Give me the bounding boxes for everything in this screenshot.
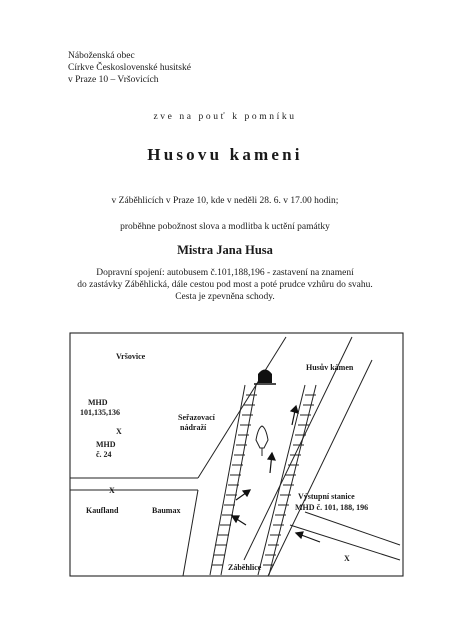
stop-cross-icon: X [116, 427, 122, 436]
transport-line: Cesta je zpevněna schody. [175, 292, 275, 302]
organization-line: v Praze 10 – Vršovicích [68, 75, 159, 85]
label-nadrazi: nádraží [180, 423, 207, 432]
main-street [70, 478, 198, 490]
label-vrsovice: Vršovice [116, 352, 146, 361]
label-husuv-kamen: Husův kámen [306, 363, 354, 372]
program-line: proběhne pobožnost slova a modlitba k uctění památky [120, 222, 330, 232]
label-kaufland: Kaufland [86, 506, 119, 515]
invitation-line: zve na pouť k pomníku [153, 112, 297, 122]
label-baumax: Baumax [152, 506, 181, 515]
lower-road [290, 512, 400, 560]
stop-cross-icon: X [344, 554, 350, 563]
tree-icon [256, 426, 268, 448]
arrow-up-icon [268, 453, 275, 460]
label-vystupni-stanice: Výstupní stanice [298, 492, 355, 501]
arrow-up-right-icon [243, 490, 250, 496]
transport-line: Dopravní spojení: autobusem č.101,188,196 - zastavení na znamení [96, 268, 354, 278]
monument-icon [258, 370, 272, 384]
stop-cross-icon: X [109, 486, 115, 495]
label-mhd-2-line: č. 24 [96, 450, 112, 459]
railway-right [258, 385, 316, 575]
honoree-name: Mistra Jana Husa [177, 243, 273, 257]
label-vystupni-mhd: MHD č. 101, 188, 196 [295, 503, 369, 512]
page-title: Husovu kameni [147, 145, 303, 164]
label-mhd-2-title: MHD [96, 440, 116, 449]
railway-left [210, 385, 257, 575]
organization-line: Náboženská obec [68, 51, 135, 61]
label-zabehlice: Záběhlice [228, 563, 262, 572]
label-mhd-1-lines: 101,135,136 [80, 408, 120, 417]
route-arrows [232, 406, 320, 542]
organization-line: Církve Československé husitské [68, 63, 191, 73]
arrow-left-icon [296, 532, 303, 538]
label-mhd-1-title: MHD [88, 398, 108, 407]
arrow-up-icon [291, 406, 298, 413]
location-line: v Záběhlicích v Praze 10, kde v neděli 28. 6. v 17.00 hodin; [111, 196, 339, 206]
transport-line: do zastávky Záběhlická, dále cestou pod most a poté prudce vzhůru do svahu. [77, 280, 373, 290]
arrow-left-icon [232, 516, 239, 522]
label-seradovaci: Seřazovací [178, 413, 215, 422]
